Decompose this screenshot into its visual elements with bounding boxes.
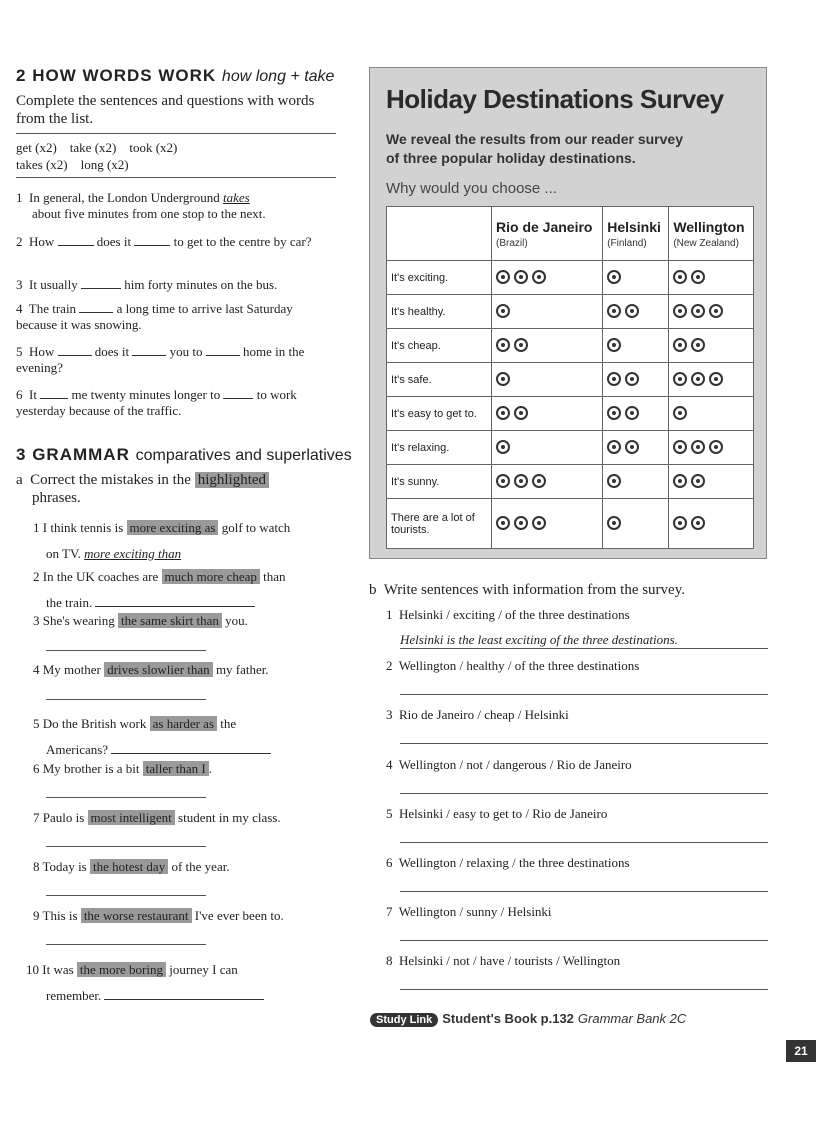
part-b-item: 5 Helsinki / easy to get to / Rio de Janeiro [386, 806, 608, 821]
part-b-item: 2 Wellington / healthy / of the three destinations [386, 658, 640, 673]
part-b-item: 7 Wellington / sunny / Helsinki [386, 904, 552, 919]
answer-blank[interactable] [134, 233, 170, 246]
answer-blank[interactable] [104, 987, 264, 1000]
answer-blank[interactable] [111, 741, 271, 754]
rating-cell [603, 363, 669, 397]
survey-row: It's healthy. [387, 295, 754, 329]
answer-blank[interactable] [206, 343, 240, 356]
part-b-item: 8 Helsinki / not / have / tourists / Wellington [386, 953, 621, 968]
flower-icon [496, 406, 510, 420]
empty-header-cell [387, 207, 492, 261]
flower-icon [709, 304, 723, 318]
answer-example: takes [222, 190, 250, 205]
flower-icon [709, 440, 723, 454]
flower-icon [625, 440, 639, 454]
flower-icon [673, 406, 687, 420]
survey-title: Holiday Destinations Survey [386, 84, 724, 114]
rating-cell [669, 499, 754, 549]
flower-icon [625, 372, 639, 386]
flower-icon [691, 474, 705, 488]
survey-panel [369, 67, 767, 559]
flower-icon [691, 372, 705, 386]
survey-table [386, 206, 754, 549]
flower-icon [607, 440, 621, 454]
rating-cell [669, 397, 754, 431]
flower-icon [514, 516, 528, 530]
rating-cell [603, 329, 669, 363]
rating-cell [492, 295, 603, 329]
section2-instruction: Complete the sentences and questions with words from the list. [16, 93, 315, 127]
flower-icon [691, 440, 705, 454]
answer-example: Helsinki is the least exciting of the three destinations. [400, 632, 768, 649]
survey-row: It's cheap. [387, 329, 754, 363]
flower-icon [532, 516, 546, 530]
rating-cell [603, 261, 669, 295]
section2-title: 2 HOW WORDS WORK how long + take [16, 66, 335, 85]
rating-cell [603, 295, 669, 329]
grammar-item: 5 Do the British work as harder as the Americans? [33, 711, 343, 763]
flower-icon [496, 304, 510, 318]
word-list: takes (x2) long (x2) [16, 157, 129, 172]
flower-icon [691, 270, 705, 284]
survey-row: It's relaxing. [387, 431, 754, 465]
rating-cell [669, 363, 754, 397]
part-b-item: 1 Helsinki / exciting / of the three destinations [386, 607, 630, 622]
part-b-item: 4 Wellington / not / dangerous / Rio de Janeiro [386, 757, 632, 772]
exercise-item: 3 It usually him forty minutes on the bus. [16, 277, 278, 292]
grammar-item: 1 I think tennis is more exciting as golf to watch on TV. more exciting than [33, 520, 291, 561]
answer-blank[interactable] [95, 594, 255, 607]
flower-icon [514, 338, 528, 352]
flower-icon [607, 406, 621, 420]
grammar-item: 10 It was the more boring journey I can remember. [26, 957, 346, 1009]
exercise-item: 1 In general, the London Underground takes about five minutes from one stop to the next. [16, 190, 266, 221]
flower-icon [514, 406, 528, 420]
rating-cell [669, 465, 754, 499]
flower-icon [673, 440, 687, 454]
word-list: get (x2) take (x2) took (x2) [16, 140, 178, 155]
rating-cell [492, 431, 603, 465]
flower-icon [673, 474, 687, 488]
grammar-item: 4 My mother drives slowlier than my father. [33, 662, 269, 677]
section3-title: 3 GRAMMAR comparatives and superlatives [16, 445, 352, 464]
rating-cell [603, 465, 669, 499]
grammar-item: 9 This is the worse restaurant I've ever been to. [33, 908, 284, 923]
rating-cell [669, 261, 754, 295]
flower-icon [607, 474, 621, 488]
flower-icon [709, 372, 723, 386]
flower-icon [607, 338, 621, 352]
flower-icon [607, 270, 621, 284]
flower-icon [691, 304, 705, 318]
grammar-item: 2 In the UK coaches are much more cheap than the train. [33, 569, 286, 610]
part-b-item: 3 Rio de Janeiro / cheap / Helsinki [386, 707, 569, 722]
flower-icon [673, 304, 687, 318]
flower-icon [673, 338, 687, 352]
flower-icon [607, 516, 621, 530]
rating-cell [669, 295, 754, 329]
survey-header-row [387, 207, 754, 261]
flower-icon [496, 474, 510, 488]
rating-cell [492, 329, 603, 363]
answer-blank[interactable] [81, 276, 121, 289]
flower-icon [625, 406, 639, 420]
flower-icon [607, 372, 621, 386]
flower-icon [496, 372, 510, 386]
flower-icon [673, 270, 687, 284]
grammar-item: 8 Today is the hotest day of the year. [33, 859, 230, 874]
destination-header: Wellington (New Zealand) [669, 207, 754, 261]
answer-blank[interactable] [79, 300, 113, 313]
flower-icon [532, 474, 546, 488]
rating-cell [603, 431, 669, 465]
flower-icon [691, 516, 705, 530]
book-reference: Student's Book p.132 [442, 1011, 574, 1026]
rating-cell [492, 397, 603, 431]
flower-icon [607, 304, 621, 318]
rating-cell [603, 397, 669, 431]
grammar-item: 6 My brother is a bit taller than I . [33, 761, 212, 776]
survey-row: It's easy to get to. [387, 397, 754, 431]
exercise-item: 6 It me twenty minutes longer to to work yesterday because of the traffic. [16, 387, 297, 418]
rating-cell [492, 465, 603, 499]
flower-icon [514, 474, 528, 488]
answer-blank[interactable] [223, 386, 253, 399]
rating-cell [669, 329, 754, 363]
exercise-item: 2 How does it to get to the centre by car? [16, 234, 312, 249]
page-number: 21 [786, 1040, 816, 1062]
exercise-item: 4 The train a long time to arrive last Saturday because it was snowing. [16, 301, 293, 332]
flower-icon [532, 270, 546, 284]
part-b-item: 6 Wellington / relaxing / the three destinations [386, 855, 630, 870]
answer-blank[interactable] [58, 343, 92, 356]
survey-row: It's sunny. [387, 465, 754, 499]
answer-blank[interactable] [40, 386, 68, 399]
flower-icon [514, 270, 528, 284]
exercise-item: 5 How does it you to home in the evening? [16, 344, 305, 375]
flower-icon [673, 372, 687, 386]
rating-cell [492, 363, 603, 397]
survey-lead: We reveal the results from our reader survey of three popular holiday destinations. [386, 131, 683, 166]
rating-cell [492, 499, 603, 549]
study-link-badge[interactable]: Study Link [370, 1013, 438, 1027]
destination-header: Helsinki (Finland) [603, 207, 669, 261]
part-a-instruction: a Correct the mistakes in the highlighted phrases. [16, 471, 316, 507]
rating-cell [492, 261, 603, 295]
flower-icon [673, 516, 687, 530]
study-link-footer [370, 1010, 686, 1028]
flower-icon [496, 270, 510, 284]
answer-blank[interactable] [58, 233, 94, 246]
flower-icon [496, 338, 510, 352]
part-b-instruction: b Write sentences with information from the survey. [369, 582, 685, 598]
flower-icon [496, 516, 510, 530]
answer-example: more exciting than [84, 546, 182, 561]
survey-row: It's safe. [387, 363, 754, 397]
grammar-item: 3 She's wearing the same skirt than you. [33, 613, 248, 628]
grammar-item: 7 Paulo is most intelligent student in my class. [33, 810, 281, 825]
survey-question: Why would you choose ... [386, 180, 557, 197]
grammar-bank-reference: Grammar Bank 2C [577, 1011, 687, 1026]
answer-blank[interactable] [132, 343, 166, 356]
destination-header: Rio de Janeiro (Brazil) [492, 207, 603, 261]
rating-cell [603, 499, 669, 549]
rating-cell [669, 431, 754, 465]
survey-row: It's exciting. [387, 261, 754, 295]
flower-icon [625, 304, 639, 318]
flower-icon [496, 440, 510, 454]
survey-row: There are a lot of tourists. [387, 499, 754, 549]
flower-icon [691, 338, 705, 352]
